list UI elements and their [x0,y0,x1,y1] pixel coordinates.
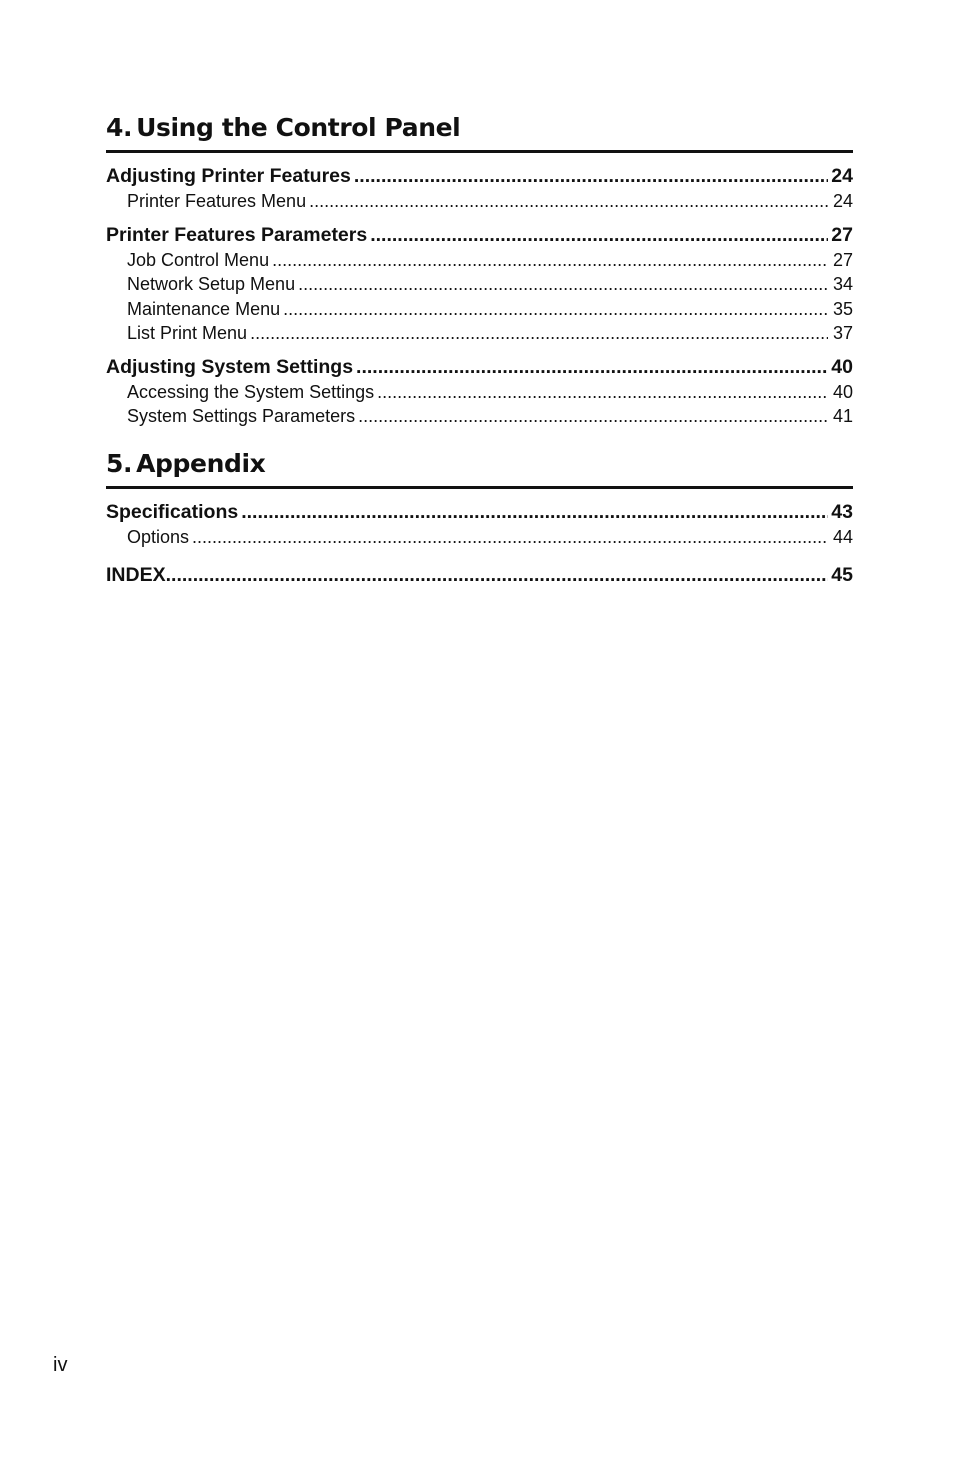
toc-subentry[interactable] [106,380,853,405]
toc-leader-dots [250,321,828,346]
chapter-title-text: Using the Control Panel [136,113,461,142]
chapter-4-section [106,113,853,429]
toc-entry-label: INDEX [106,563,166,586]
chapter-divider [106,150,853,153]
toc-subentry[interactable] [106,525,853,550]
toc-entry-label: System Settings Parameters [127,406,356,426]
toc-entry-page: 27 [832,249,853,270]
toc-entry-label: Printer Features Parameters [106,223,368,246]
toc-entry-page: 40 [832,381,853,402]
toc-entry-page: 35 [832,298,853,319]
toc-entry-page: 41 [832,406,853,426]
toc-entry-page: 37 [832,323,853,343]
toc-entry[interactable] [106,222,853,248]
toc-entry[interactable] [106,354,853,380]
toc-entry-page: 27 [831,223,853,246]
toc-subentry[interactable] [106,297,853,322]
toc-leader-dots [370,222,828,248]
toc-leader-dots [309,189,828,214]
toc-entry-page: 43 [831,501,853,523]
toc-subentry[interactable] [106,248,853,273]
toc-entry-label: Options [127,527,190,547]
toc-subentry[interactable] [106,321,853,346]
toc-leader-dots [241,499,828,525]
toc-leader-dots [356,354,828,380]
toc-entry-label: Accessing the System Settings [127,381,375,402]
toc-leader-dots [272,248,828,273]
toc-entry-label: Job Control Menu [127,249,270,270]
toc-entry-index[interactable] [106,562,853,588]
toc-entry-label: Printer Features Menu [127,191,307,211]
toc-leader-dots [192,525,828,550]
toc-entry-label: Adjusting Printer Features [106,165,351,187]
toc-entry-label: Maintenance Menu [127,298,281,319]
toc-subentry[interactable] [106,272,853,297]
chapter-title-text: Appendix [136,449,266,478]
toc-leader-dots [166,562,828,588]
chapter-number: 5. [106,449,133,478]
toc-leader-dots [283,297,828,322]
toc-entry-page: 24 [831,165,853,187]
toc-entry[interactable] [106,163,853,189]
toc-entry-label: Network Setup Menu [127,274,296,294]
chapter-divider [106,486,853,489]
toc-entry-page: 34 [832,274,853,294]
toc-subentry[interactable] [106,404,853,429]
toc-leader-dots [377,380,828,405]
toc-entry-label: Adjusting System Settings [106,355,354,378]
toc-entry[interactable] [106,499,853,525]
toc-leader-dots [354,163,828,189]
toc-entry-label: List Print Menu [127,323,248,343]
toc-entry-page: 44 [832,527,853,547]
toc-leader-dots [358,404,828,429]
chapter-5-section [106,449,853,588]
page-number: iv [53,1354,68,1376]
toc-subentry[interactable] [106,189,853,214]
chapter-title [106,449,853,479]
toc-entry-page: 40 [831,355,853,378]
chapter-title [106,113,853,143]
chapter-number: 4. [106,113,133,142]
toc-entry-page: 24 [832,191,853,211]
toc-entry-page: 45 [831,563,853,586]
toc-entry-label: Specifications [106,501,239,523]
toc-leader-dots [298,272,828,297]
